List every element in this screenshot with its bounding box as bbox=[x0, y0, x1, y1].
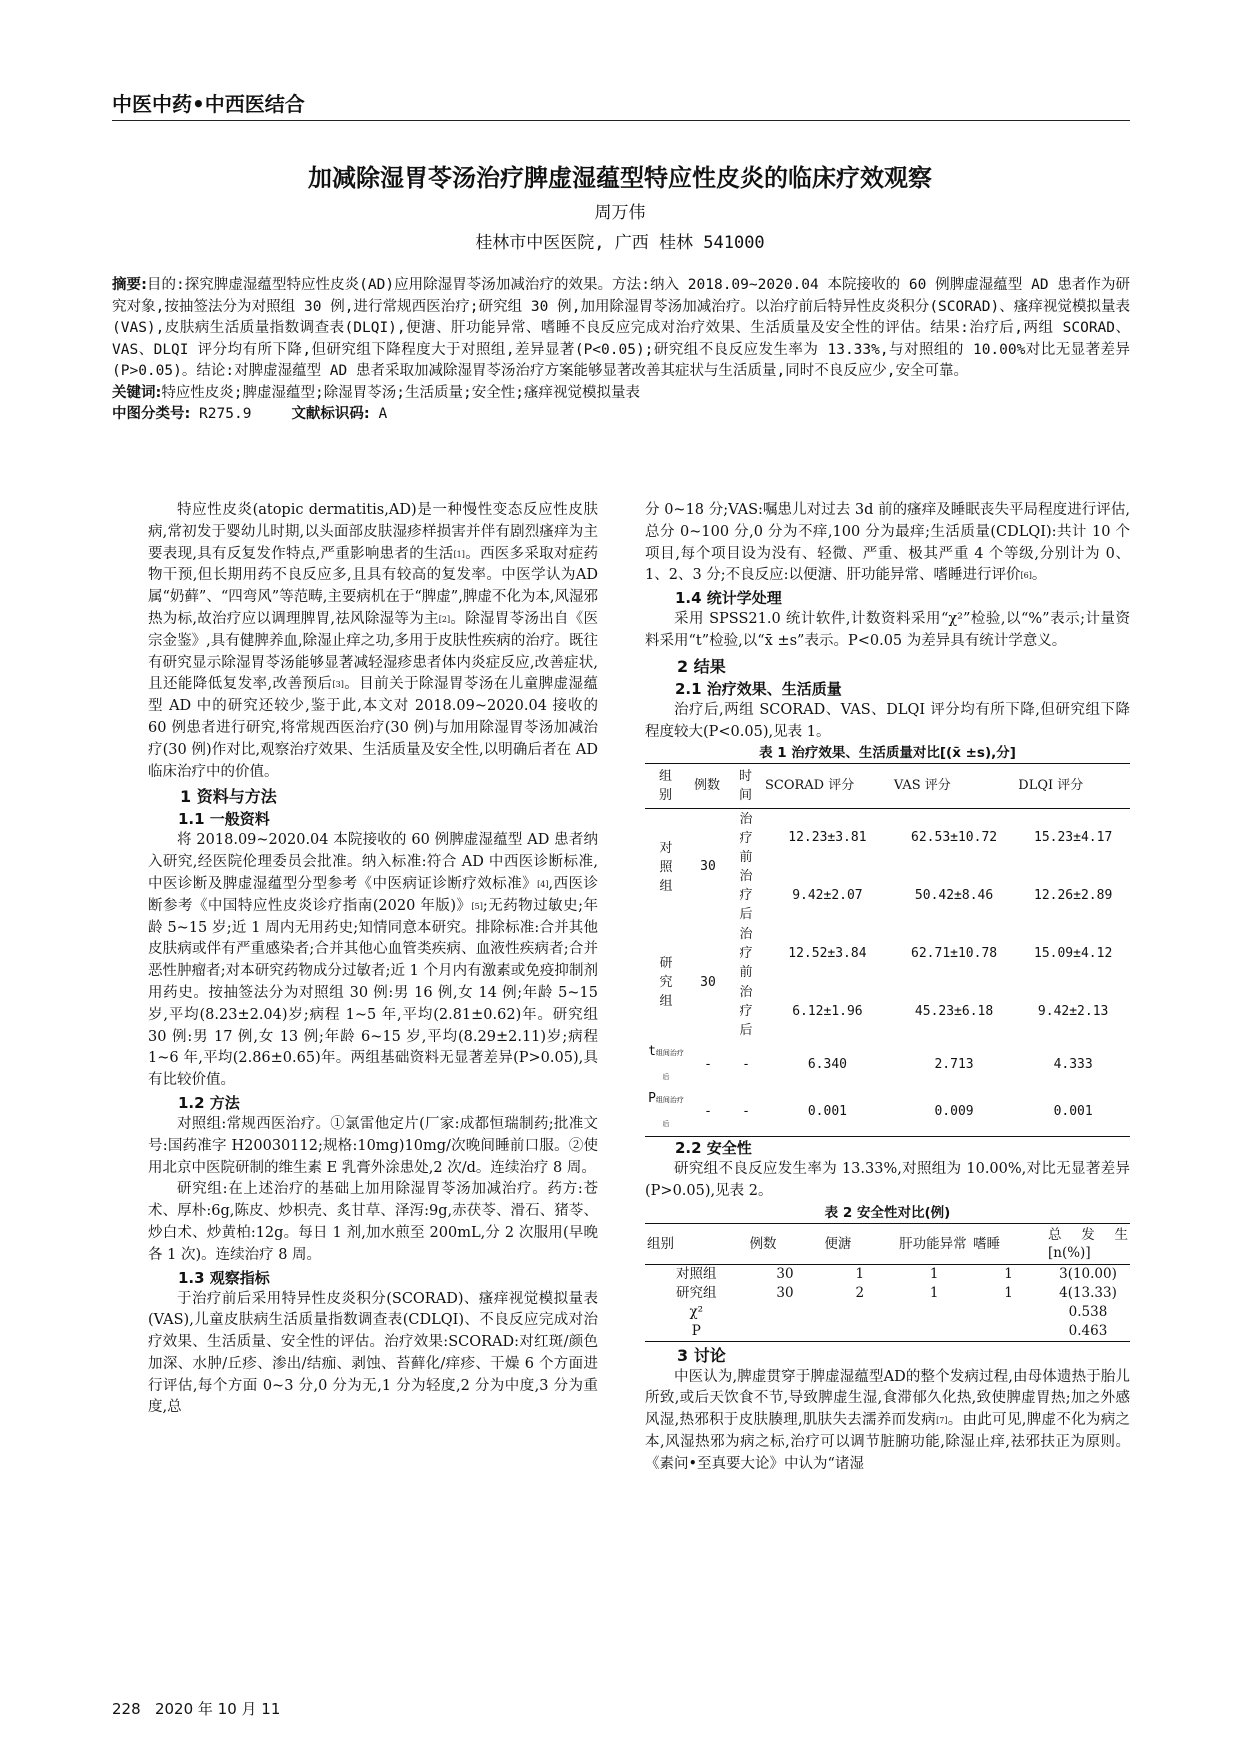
header-rule bbox=[112, 120, 1130, 121]
running-head: 中医中药•中西医结合 bbox=[112, 92, 305, 116]
subsection-heading: 2.2 安全性 bbox=[675, 1139, 752, 1158]
author: 周万伟 bbox=[594, 203, 646, 223]
section-heading: 1 资料与方法 bbox=[180, 787, 277, 807]
subsection-heading: 1.4 统计学处理 bbox=[675, 589, 782, 608]
subsection-heading: 1.1 一般资料 bbox=[178, 810, 270, 829]
table-header-row bbox=[645, 764, 1130, 809]
table-header-cell: 肝功能异常 bbox=[897, 1223, 971, 1264]
table-cell: 12.52±3.84 bbox=[788, 945, 867, 961]
paragraph: 分 0~18 分;VAS:嘱患儿对过去 3d 前的瘙痒及睡眠丧失平局程度进行评估,总分 0~100 分,0 分为不痒,100 分为最痒;生活质量(CDLQI):共计 10 个项目,每个项目设为没有、轻微、严重、极其严重 4 个等级,分别计为 0、1、2、3 分;不良反应:以便溏、肝功能异常、嗜睡进行评价[6]。 bbox=[645, 502, 1130, 584]
table-cell: - bbox=[742, 1104, 750, 1120]
table1 bbox=[645, 763, 1130, 1137]
table2 bbox=[645, 1223, 1130, 1342]
table-header-cell: 组别 bbox=[645, 1223, 748, 1264]
affiliation: 桂林市中医医院, 广西 桂林 541000 bbox=[475, 233, 765, 253]
table2-caption: 表 2 安全性对比(例) bbox=[824, 1204, 951, 1221]
citation: [1] bbox=[453, 549, 465, 559]
table-cell: 12.23±3.81 bbox=[788, 830, 867, 846]
table-header-cell: 嗜睡 bbox=[971, 1223, 1046, 1264]
table-cell: 12.26±2.89 bbox=[1034, 887, 1113, 903]
table-cell: 62.53±10.72 bbox=[911, 830, 998, 846]
abstract-block bbox=[112, 275, 1130, 426]
citation: [3] bbox=[332, 680, 344, 690]
table-cell: P组间治疗后 bbox=[648, 1091, 684, 1129]
table-row bbox=[645, 925, 1130, 983]
abstract-label: 摘要: bbox=[112, 277, 147, 293]
table-cell: - bbox=[704, 1104, 712, 1120]
clc-label: 中图分类号: bbox=[112, 406, 191, 422]
doc-code: A bbox=[378, 406, 388, 422]
table-header-cell: 便溏 bbox=[822, 1223, 897, 1264]
doc-label: 文献标识码: bbox=[291, 406, 370, 422]
table-cell: 2.713 bbox=[934, 1056, 974, 1072]
table-cell: 治疗后 bbox=[739, 985, 753, 1039]
paragraph: 治疗后,两组 SCORAD、VAS、DLQI 评分均有所下降,但研究组下降程度较大(P<0.05),见表 1。 bbox=[645, 701, 1130, 740]
table-header-cell: VAS 评分 bbox=[892, 764, 1016, 809]
table-row: 对照组 30 1 1 1 3(10.00) bbox=[676, 1265, 1117, 1282]
table-header-cell: SCORAD 评分 bbox=[763, 764, 892, 809]
citation: [4] bbox=[537, 879, 549, 889]
paragraph: 将 2018.09~2020.04 本院接收的 60 例脾虚湿蕴型 AD 患者纳入研究,经医院伦理委员会批准。纳入标准:符合 AD 中西医诊断标准,中医诊断及脾虚湿蕴型分型参考《中医病证诊断疗效标准》[4],西医诊断参考《中国特应性皮炎诊疗指南(2020 年版)》[5];无药物过敏史;年龄 5~15 岁;近 1 周内无用药史;知情同意本研究。排除标准:合并其他皮肤病或伴有严重感染者;合并其他心血管类疾病、血液性疾病者;合并恶性肿瘤者;对本研究药物成分过敏者;近 1 个月内有激素或免疫抑制剂用药史。按抽签法分为对照组 30 例:男 16 例,女 14 例;年龄 5~15 岁,平均(8.23±2.04)岁;病程 1~5 年,平均(2.81±0.62)年。研究组 30 例:男 17 例,女 13 例;年龄 6~15 岁,平均(8.29±2.11)岁;病程 1~6 年,平均(2.86±0.65)年。两组基础资料无显著差异(P>0.05),具有比较价值。 bbox=[148, 832, 599, 1089]
page-footer bbox=[112, 1698, 280, 1719]
paragraph: 对照组:常规西医治疗。①氯雷他定片(厂家:成都恒瑞制药;批准文号:国药准字 H20030112;规格:10mg)10mg/次晚间睡前口服。②使用北京中医院研制的维生素 E 乳膏外涂患处,2 次/d。连续治疗 8 周。 bbox=[148, 1115, 598, 1176]
page-number: 228 bbox=[112, 1700, 141, 1718]
section-heading: 3 讨论 bbox=[677, 1345, 726, 1365]
paragraph: 于治疗前后采用特异性皮炎积分(SCORAD)、瘙痒视觉模拟量表(VAS),儿童皮肤病生活质量指数调查表(CDLQI)、不良反应完成对治疗效果、生活质量、安全性的评估。治疗效果:SCORAD:对红斑/颜色加深、水肿/丘疹、渗出/结痂、剥蚀、苔藓化/痒疹、干燥 6 个方面进行评估,每个方面 0~3 分,0 分为无,1 分为轻度,2 分为中度,3 分为重度,总 bbox=[148, 1290, 598, 1416]
table-cell: 6.12±1.96 bbox=[792, 1003, 863, 1019]
table-cell: 15.09±4.12 bbox=[1034, 945, 1113, 961]
table-cell: 9.42±2.07 bbox=[792, 887, 863, 903]
table-row: χ² 0.538 bbox=[689, 1303, 1108, 1320]
table-header-cell: 例数 bbox=[687, 764, 729, 809]
citation: [2] bbox=[438, 614, 451, 624]
table-cell: t组间治疗后 bbox=[648, 1043, 684, 1081]
keywords-label: 关键词: bbox=[112, 384, 162, 401]
table-row bbox=[645, 809, 1130, 867]
paragraph: 研究组:在上述治疗的基础上加用除湿胃苓汤加减治疗。药方:苍术、厚朴:6g,陈皮、炒枳壳、炙甘草、泽泻:9g,赤茯苓、滑石、猪苓、炒白术、炒黄柏:12g。每日 1 剂,加水煎至 200mL,分 2 次服用(早晚各 1 次)。连续治疗 8 周。 bbox=[148, 1181, 598, 1263]
left-column bbox=[148, 500, 598, 1419]
table-cell: 4.333 bbox=[1053, 1056, 1093, 1072]
table-cell: 研究组 bbox=[659, 956, 673, 1010]
table-cell: - bbox=[742, 1056, 750, 1072]
article-title: 加减除湿胃苓汤治疗脾虚湿蕴型特应性皮炎的临床疗效观察 bbox=[308, 164, 932, 192]
table-cell: 15.23±4.17 bbox=[1034, 830, 1113, 846]
table-header-row bbox=[645, 1223, 1130, 1264]
table-cell: 治疗后 bbox=[739, 869, 753, 923]
table-cell: 治疗前 bbox=[739, 811, 753, 865]
paragraph: 中医认为,脾虚贯穿于脾虚湿蕴型AD的整个发病过程,由母体遗热于胎儿所致,或后天饮食不节,导致脾虚生湿,食滞郁久化热,致使脾虚胃热;加之外感风湿,热邪积于皮肤腠理,肌肤失去濡养而发病[7]。由此可见,脾虚不化为病之本,风湿热邪为病之标,治疗可以调节脏腑功能,除湿止痒,祛邪扶正为原则。《素问•至真要大论》中认为“诸湿 bbox=[645, 1368, 1131, 1472]
paragraph: 采用 SPSS21.0 统计软件,计数资料采用“χ²”检验,以“%”表示;计量资料采用“t”检验,以“x̄ ±s”表示。P<0.05 为差异具有统计学意义。 bbox=[645, 611, 1130, 649]
subsection-heading: 1.3 观察指标 bbox=[178, 1268, 270, 1287]
keywords bbox=[112, 383, 1130, 405]
table-cell: 9.42±2.13 bbox=[1037, 1003, 1109, 1019]
table-header-cell: 总发生[n(%)] bbox=[1046, 1223, 1130, 1264]
intro-paragraph: 特应性皮炎(atopic dermatitis,AD)是一种慢性变态反应性皮肤病,常初发于婴幼儿时期,以头面部皮肤湿疹样损害并伴有剧烈瘙痒为主要表现,具有反复发作特点,严重影响患者的生活[1]。西医多采取对症药物干预,但长期用药不良反应多,且具有较高的复发率。中医学认为AD属“奶藓”、“四弯风”等范畴,主要病机在于“脾虚”,脾虚不化为本,风湿邪热为标,故治疗应以调理脾胃,祛风除湿等为主[2]。除湿胃苓汤出自《医宗金鉴》,具有健脾养血,除湿止痒之功,多用于皮肤性疾病的治疗。既往有研究显示除湿胃苓汤能够显著减轻湿疹患者体内炎症反应,改善症状,且还能降低复发率,改善预后[3]。目前关于除湿胃苓汤在儿童脾虚湿蕴型 AD 中的研究还较少,鉴于此,本文对 2018.09~2020.04 接收的 60 例患者进行研究,将常规西医治疗(30 例)与加用除湿胃苓汤加减治疗(30 例)作对比,观察治疗效果、生活质量及安全性,以明确后者在 AD 临床治疗中的价值。 bbox=[148, 502, 599, 780]
keywords-text: 特应性皮炎;脾虚湿蕴型;除湿胃苓汤;生活质量;安全性;瘙痒视觉模拟量表 bbox=[161, 384, 640, 401]
table-cell: 治疗前 bbox=[739, 927, 753, 981]
clc-value: R275.9 bbox=[199, 406, 252, 422]
section-heading: 2 结果 bbox=[677, 656, 726, 676]
abstract-text: 目的:探究脾虚湿蕴型特应性皮炎(AD)应用除湿胃苓汤加减治疗的效果。方法:纳入 2018.09~2020.04 本院接收的 60 例脾虚湿蕴型 AD 患者作为研究对象,按抽签法分为对照组 30 例,进行常规西医治疗;研究组 30 例,加用除湿胃苓汤加减治疗。以治疗前后特异性皮炎积分(SCORAD)、瘙痒视觉模拟量表(VAS),皮肤病生活质量指数调查表(DLQI),便溏、肝功能异常、嗜睡不良反应完成对治疗效果、生活质量及安全性的评估。结果:治疗后,两组 SCORAD、VAS、DLQI 评分均有所下降,但研究组下降程度大于对照组,差异显著(P<0.05);研究组不良反应发生率为 13.33%,与对照组的 10.00%对比无显著差异(P>0.05)。结论:对脾虚湿蕴型 AD 患者采取加减除湿胃苓汤治疗方案能够显著改善其症状与生活质量,同时不良反应少,安全可靠。 bbox=[112, 277, 1130, 379]
citation: [7] bbox=[936, 1416, 948, 1426]
classification bbox=[112, 404, 1130, 426]
abstract bbox=[112, 275, 1130, 383]
table-cell: 0.001 bbox=[807, 1104, 847, 1120]
table-row bbox=[645, 1088, 1130, 1136]
table-cell: 30 bbox=[700, 859, 716, 875]
table-row: P 0.463 bbox=[691, 1322, 1108, 1339]
table-row bbox=[645, 1041, 1130, 1089]
subsection-heading: 1.2 方法 bbox=[178, 1093, 240, 1112]
table-cell: 0.009 bbox=[934, 1104, 974, 1120]
table-header-cell: DLQI 评分 bbox=[1016, 764, 1130, 809]
table-row: 研究组 30 2 1 1 4(13.33) bbox=[676, 1284, 1117, 1301]
table-cell: 6.340 bbox=[807, 1056, 847, 1072]
table1-caption: 表 1 治疗效果、生活质量对比[(x̄ ±s),分] bbox=[759, 745, 1016, 762]
table-cell: 50.42±8.46 bbox=[914, 887, 994, 903]
table-cell: 62.71±10.78 bbox=[911, 945, 998, 961]
table-header-cell: 时间 bbox=[729, 764, 763, 809]
table-cell: 45.23±6.18 bbox=[914, 1003, 994, 1019]
subsection-heading: 2.1 治疗效果、生活质量 bbox=[675, 679, 842, 698]
right-column bbox=[645, 500, 1130, 1476]
citation: [6] bbox=[1020, 571, 1032, 581]
table-cell: - bbox=[704, 1056, 712, 1072]
issue-date: 2020 年 10 月 11 bbox=[154, 1700, 281, 1718]
table-header-cell: 例数 bbox=[748, 1223, 823, 1264]
table-cell: 30 bbox=[700, 974, 716, 990]
table-header-cell: 组别 bbox=[645, 764, 687, 809]
citation: [5] bbox=[471, 901, 483, 911]
table-cell: 0.001 bbox=[1053, 1104, 1093, 1120]
paragraph: 研究组不良反应发生率为 13.33%,对照组为 10.00%,对比无显著差异(P>0.05),见表 2。 bbox=[645, 1161, 1130, 1199]
table-cell: 对照组 bbox=[659, 840, 673, 894]
